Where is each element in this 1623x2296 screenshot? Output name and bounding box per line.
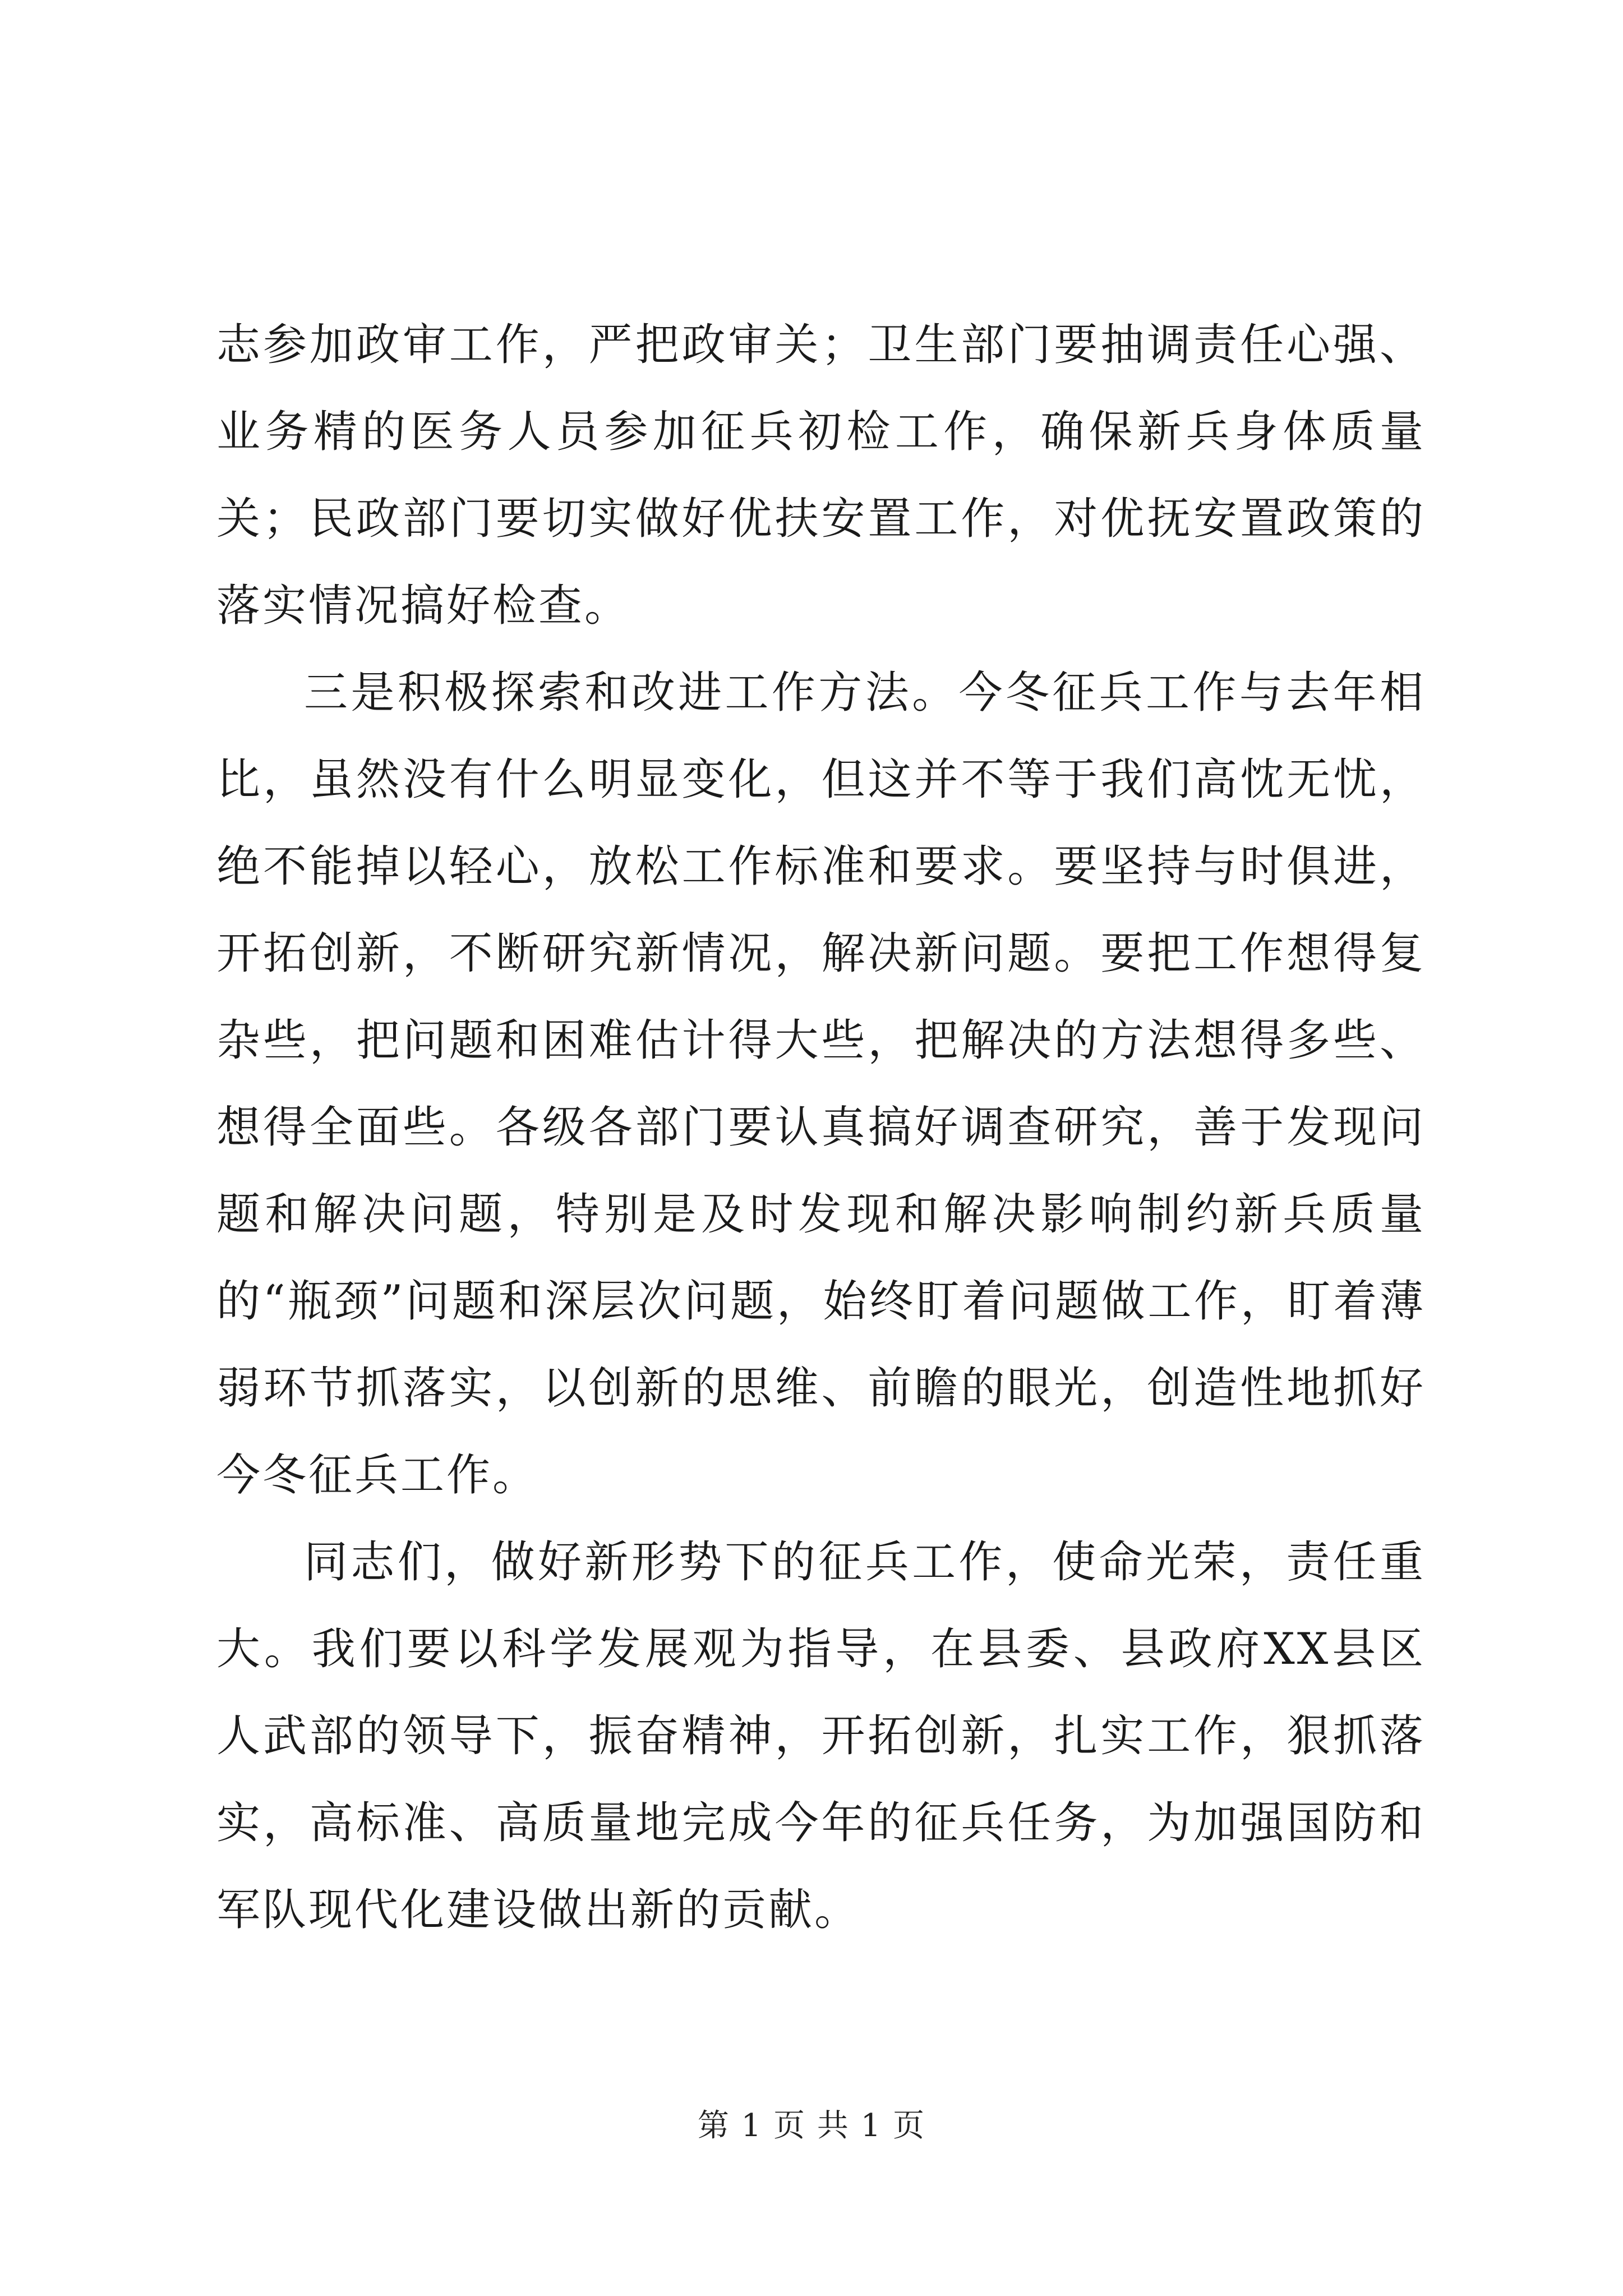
- page-number-footer: 第 1 页 共 1 页: [697, 2108, 926, 2144]
- paragraph-1: 志参加政审工作，严把政审关；卫生部门要抽调责任心强、业务精的医务人员参加征兵初检工作，确保新兵身体质量关；民政部门要切实做好优扶安置工作，对优抚安置政策的落实情况搞好检查。: [216, 320, 1426, 631]
- paragraph-2: 三是积极探索和改进工作方法。今冬征兵工作与去年相比，虽然没有什么明显变化，但这并不等于我们高忱无忧，绝不能掉以轻心，放松工作标准和要求。要坚持与时俱进，开拓创新，不断研究新情况，解决新问题。要把工作想得复杂些，把问题和困难估计得大些，把解决的方法想得多些、想得全面些。各级各部门要认真搞好调查研究，善于发现问题和解决问题，特别是及时发现和解决影响制约新兵质量的“瓶颈”问题和深层次问题，始终盯着问题做工作，盯着薄弱环节抓落实，以创新的思维、前瞻的眼光，创造性地抓好今冬征兵工作。: [216, 668, 1426, 1501]
- paragraph-3: 同志们，做好新形势下的征兵工作，使命光荣，责任重大。我们要以科学发展观为指导，在县委、县政府XX县区人武部的领导下，振奋精神，开拓创新，扎实工作，狠抓落实，高标准、高质量地完成今年的征兵任务，为加强国防和军队现代化建设做出新的贡献。: [216, 1537, 1426, 1935]
- document-body: [216, 302, 1426, 1954]
